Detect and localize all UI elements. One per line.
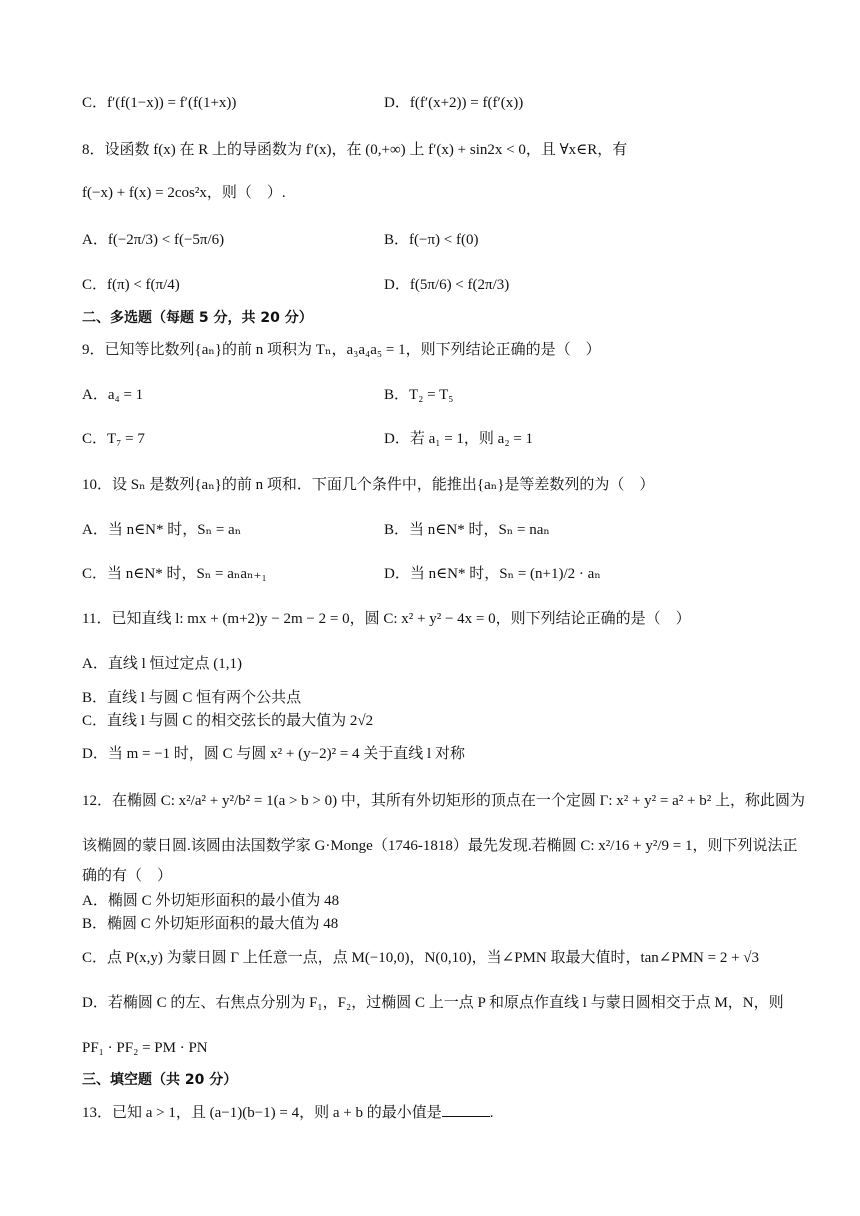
q9-option-b: B．T₂ = T₅ xyxy=(384,387,454,403)
q12-option-d: D．若椭圆 C 的左、右焦点分别为 F₁，F₂，过椭圆 C 上一点 P 和原点作直线 l 与蒙日圆相交于点 M，N，则 xyxy=(82,995,784,1011)
q8-option-b: B．f(−π) < f(0) xyxy=(384,232,479,248)
q12-stem-line2: 该椭圆的蒙日圆.该圆由法国数学家 G·Monge（1746-1818）最先发现.若椭圆 C: x²/16 + y²/9 = 1，则下列说法正 xyxy=(82,838,798,854)
section-3-heading: 三、填空题（共 20 分） xyxy=(82,1072,238,1088)
q8-stem-line1: 8．设函数 f(x) 在 R 上的导函数为 f′(x)，在 (0,+∞) 上 f′(x) + sin2x < 0，且 ∀x∈R，有 xyxy=(82,142,628,158)
q10-option-b: B．当 n∈N* 时，Sₙ = naₙ xyxy=(384,522,550,538)
q12-option-d-cont: PF₁ · PF₂ = PM · PN xyxy=(82,1040,208,1056)
q12-option-a: A．椭圆 C 外切矩形面积的最小值为 48 xyxy=(82,893,340,909)
q9-option-c: C．T₇ = 7 xyxy=(82,431,145,447)
q10-option-c: C．当 n∈N* 时，Sₙ = aₙaₙ₊₁ xyxy=(82,566,267,582)
q11-option-d: D．当 m = −1 时，圆 C 与圆 x² + (y−2)² = 4 关于直线 l 对称 xyxy=(82,746,465,762)
q10-stem: 10．设 Sₙ 是数列{aₙ}的前 n 项和．下面几个条件中，能推出{aₙ}是等差数列的为（ ） xyxy=(82,477,655,493)
q8-option-c: C．f(π) < f(π/4) xyxy=(82,277,180,293)
q9-option-a: A．a₄ = 1 xyxy=(82,387,144,403)
q9-option-d: D．若 a₁ = 1，则 a₂ = 1 xyxy=(384,431,534,447)
q12-stem-line3: 确的有（ ） xyxy=(82,868,173,884)
q11-option-b: B．直线 l 与圆 C 恒有两个公共点 xyxy=(82,690,302,706)
q11-stem: 11．已知直线 l: mx + (m+2)y − 2m − 2 = 0，圆 C: x² + y² − 4x = 0，则下列结论正确的是（ ） xyxy=(82,611,691,627)
q13-stem xyxy=(82,1106,494,1121)
answer-blank[interactable] xyxy=(442,1115,490,1117)
q11-option-c: C．直线 l 与圆 C 的相交弦长的最大值为 2√2 xyxy=(82,713,374,729)
q7-option-c: C．f′(f(1−x)) = f′(f(1+x)) xyxy=(82,95,237,111)
section-2-heading: 二、多选题（每题 5 分，共 20 分） xyxy=(82,310,313,326)
q8-option-d: D．f(5π/6) < f(2π/3) xyxy=(384,277,510,293)
q12-stem-line1: 12．在椭圆 C: x²/a² + y²/b² = 1(a > b > 0) 中，其所有外切矩形的顶点在一个定圆 Γ: x² + y² = a² + b² 上，称此圆为 xyxy=(82,793,806,809)
q13-text: 13．已知 a > 1，且 (a−1)(b−1) = 4，则 a + b 的最小值是 xyxy=(82,1105,442,1121)
q13-period: . xyxy=(489,1105,494,1121)
q8-stem-line2: f(−x) + f(x) = 2cos²x，则（ ）. xyxy=(82,185,286,201)
q10-option-d: D．当 n∈N* 时，Sₙ = (n+1)/2 · aₙ xyxy=(384,566,601,582)
q8-option-a: A．f(−2π/3) < f(−5π/6) xyxy=(82,232,225,248)
q11-option-a: A．直线 l 恒过定点 (1,1) xyxy=(82,656,242,672)
q7-option-d: D．f(f′(x+2)) = f(f′(x)) xyxy=(384,95,524,111)
q12-option-c: C．点 P(x,y) 为蒙日圆 Γ 上任意一点，点 M(−10,0)，N(0,10)，当∠PMN 取最大值时，tan∠PMN = 2 + √3 xyxy=(82,950,760,966)
q10-option-a: A．当 n∈N* 时，Sₙ = aₙ xyxy=(82,522,242,538)
q9-stem: 9．已知等比数列{aₙ}的前 n 项积为 Tₙ，a₃a₄a₅ = 1，则下列结论正确的是（ ） xyxy=(82,342,601,358)
q12-option-b: B．椭圆 C 外切矩形面积的最大值为 48 xyxy=(82,916,339,932)
